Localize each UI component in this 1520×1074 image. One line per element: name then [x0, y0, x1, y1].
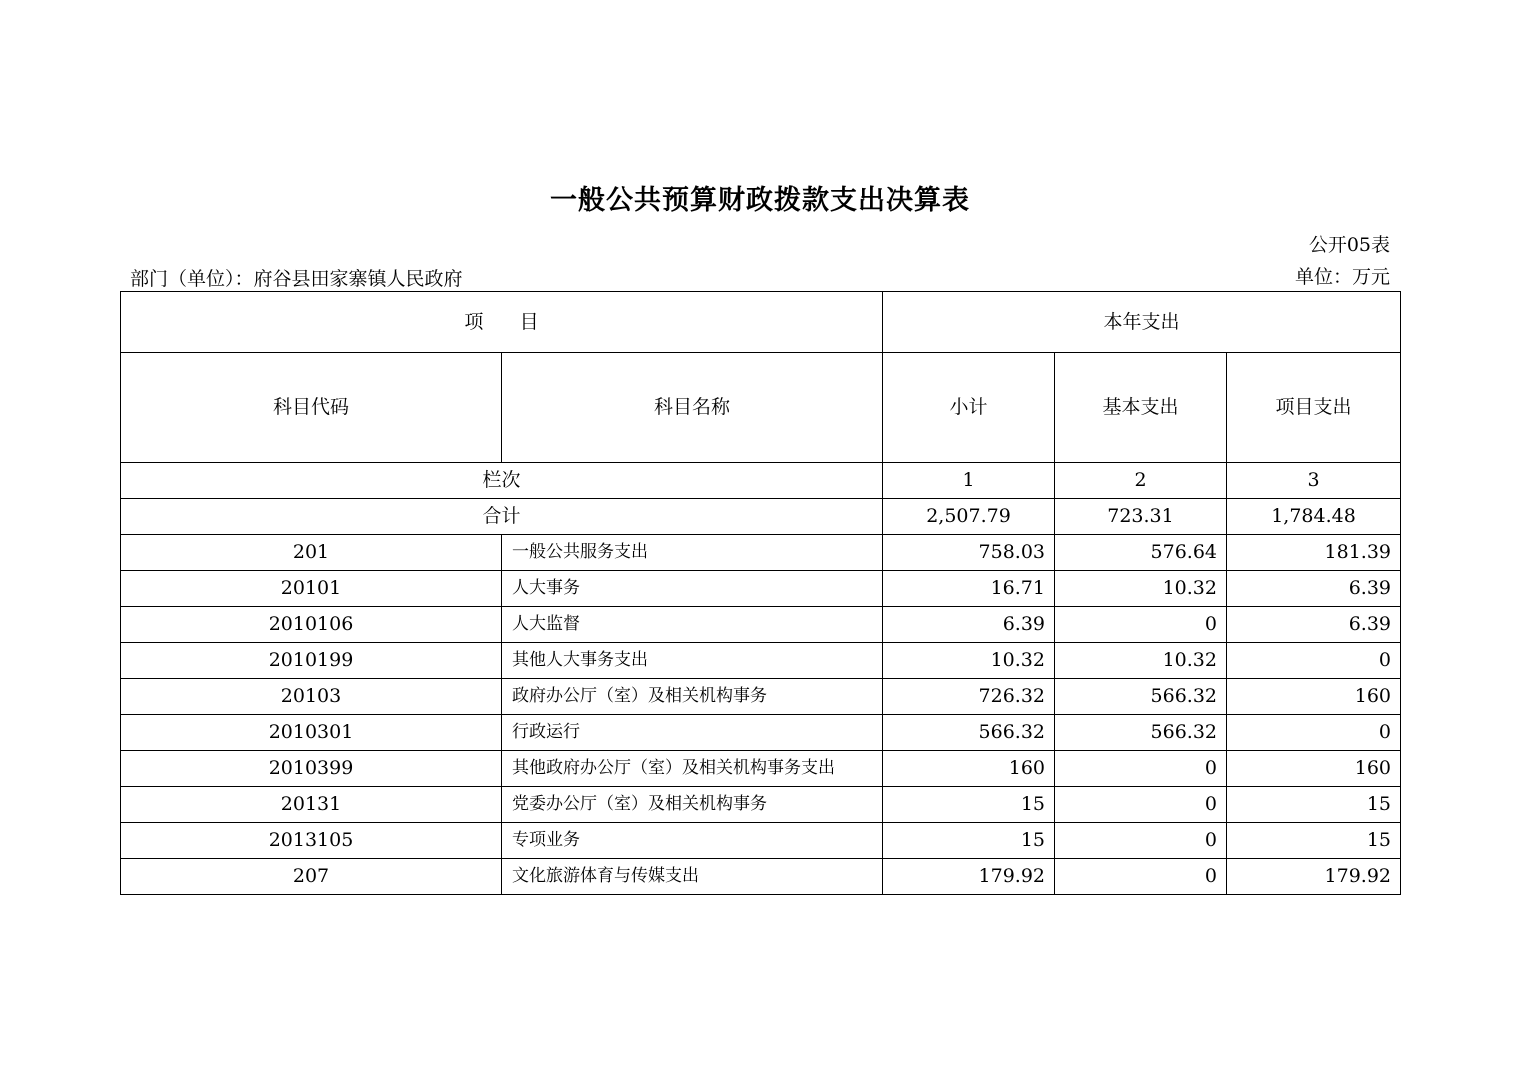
total-basic: 723.31: [1055, 499, 1227, 535]
row-code: 2013105: [121, 823, 502, 859]
table-row: [121, 679, 1401, 715]
row-basic: 566.32: [1055, 715, 1227, 751]
row-project: 181.39: [1227, 535, 1401, 571]
column-number-2: 2: [1055, 463, 1227, 499]
row-code: 207: [121, 859, 502, 895]
row-project: 0: [1227, 715, 1401, 751]
row-subtotal: 16.71: [883, 571, 1055, 607]
column-number-label: 栏次: [121, 463, 883, 499]
row-project: 15: [1227, 787, 1401, 823]
row-code: 2010301: [121, 715, 502, 751]
row-basic: 576.64: [1055, 535, 1227, 571]
row-subtotal: 566.32: [883, 715, 1055, 751]
table-row: [121, 643, 1401, 679]
header-basic: 基本支出: [1055, 353, 1227, 463]
report-title: 一般公共预算财政拨款支出决算表: [550, 185, 970, 216]
table-row: [121, 571, 1401, 607]
table-row: [121, 535, 1401, 571]
header-current-year: 本年支出: [883, 292, 1401, 353]
row-code: 201: [121, 535, 502, 571]
row-project: 160: [1227, 679, 1401, 715]
row-subtotal: 179.92: [883, 859, 1055, 895]
total-row: [121, 499, 1401, 535]
column-number-row: [121, 463, 1401, 499]
row-code: 2010399: [121, 751, 502, 787]
row-basic: 10.32: [1055, 571, 1227, 607]
row-name: 人大事务: [502, 571, 883, 607]
table-row: [121, 787, 1401, 823]
row-name: 一般公共服务支出: [502, 535, 883, 571]
row-project: 160: [1227, 751, 1401, 787]
row-name: 文化旅游体育与传媒支出: [502, 859, 883, 895]
row-name: 其他政府办公厅（室）及相关机构事务支出: [502, 751, 883, 787]
row-project: 179.92: [1227, 859, 1401, 895]
row-subtotal: 6.39: [883, 607, 1055, 643]
row-name: 行政运行: [502, 715, 883, 751]
column-number-3: 3: [1227, 463, 1401, 499]
header-name: 科目名称: [502, 353, 883, 463]
row-name: 党委办公厅（室）及相关机构事务: [502, 787, 883, 823]
department-label: 部门（单位）：府谷县田家寨镇人民政府: [130, 268, 463, 290]
row-subtotal: 15: [883, 787, 1055, 823]
row-name: 其他人大事务支出: [502, 643, 883, 679]
header-row-1: [121, 292, 1401, 353]
row-basic: 0: [1055, 823, 1227, 859]
table-row: [121, 607, 1401, 643]
row-project: 0: [1227, 643, 1401, 679]
table-row: [121, 859, 1401, 895]
row-subtotal: 758.03: [883, 535, 1055, 571]
row-code: 20131: [121, 787, 502, 823]
unit-label: 单位：万元: [1294, 266, 1390, 288]
column-number-1: 1: [883, 463, 1055, 499]
total-subtotal: 2,507.79: [883, 499, 1055, 535]
row-name: 人大监督: [502, 607, 883, 643]
row-project: 6.39: [1227, 571, 1401, 607]
row-basic: 0: [1055, 607, 1227, 643]
header-subtotal: 小计: [883, 353, 1055, 463]
row-code: 20101: [121, 571, 502, 607]
row-basic: 10.32: [1055, 643, 1227, 679]
row-basic: 0: [1055, 787, 1227, 823]
total-label: 合计: [121, 499, 883, 535]
row-name: 政府办公厅（室）及相关机构事务: [502, 679, 883, 715]
row-basic: 566.32: [1055, 679, 1227, 715]
row-subtotal: 160: [883, 751, 1055, 787]
header-project: 项目支出: [1227, 353, 1401, 463]
row-basic: 0: [1055, 859, 1227, 895]
row-subtotal: 726.32: [883, 679, 1055, 715]
form-number: 公开05表: [1308, 234, 1390, 256]
header-row-2: [121, 353, 1401, 463]
row-code: 2010106: [121, 607, 502, 643]
table-row: [121, 751, 1401, 787]
header-item: 项 目: [121, 292, 883, 353]
row-code: 2010199: [121, 643, 502, 679]
header-code: 科目代码: [121, 353, 502, 463]
row-project: 15: [1227, 823, 1401, 859]
table-row: [121, 823, 1401, 859]
expenditure-table: [120, 291, 1401, 895]
total-project: 1,784.48: [1227, 499, 1401, 535]
row-name: 专项业务: [502, 823, 883, 859]
table-row: [121, 715, 1401, 751]
row-project: 6.39: [1227, 607, 1401, 643]
row-subtotal: 15: [883, 823, 1055, 859]
row-subtotal: 10.32: [883, 643, 1055, 679]
row-code: 20103: [121, 679, 502, 715]
row-basic: 0: [1055, 751, 1227, 787]
